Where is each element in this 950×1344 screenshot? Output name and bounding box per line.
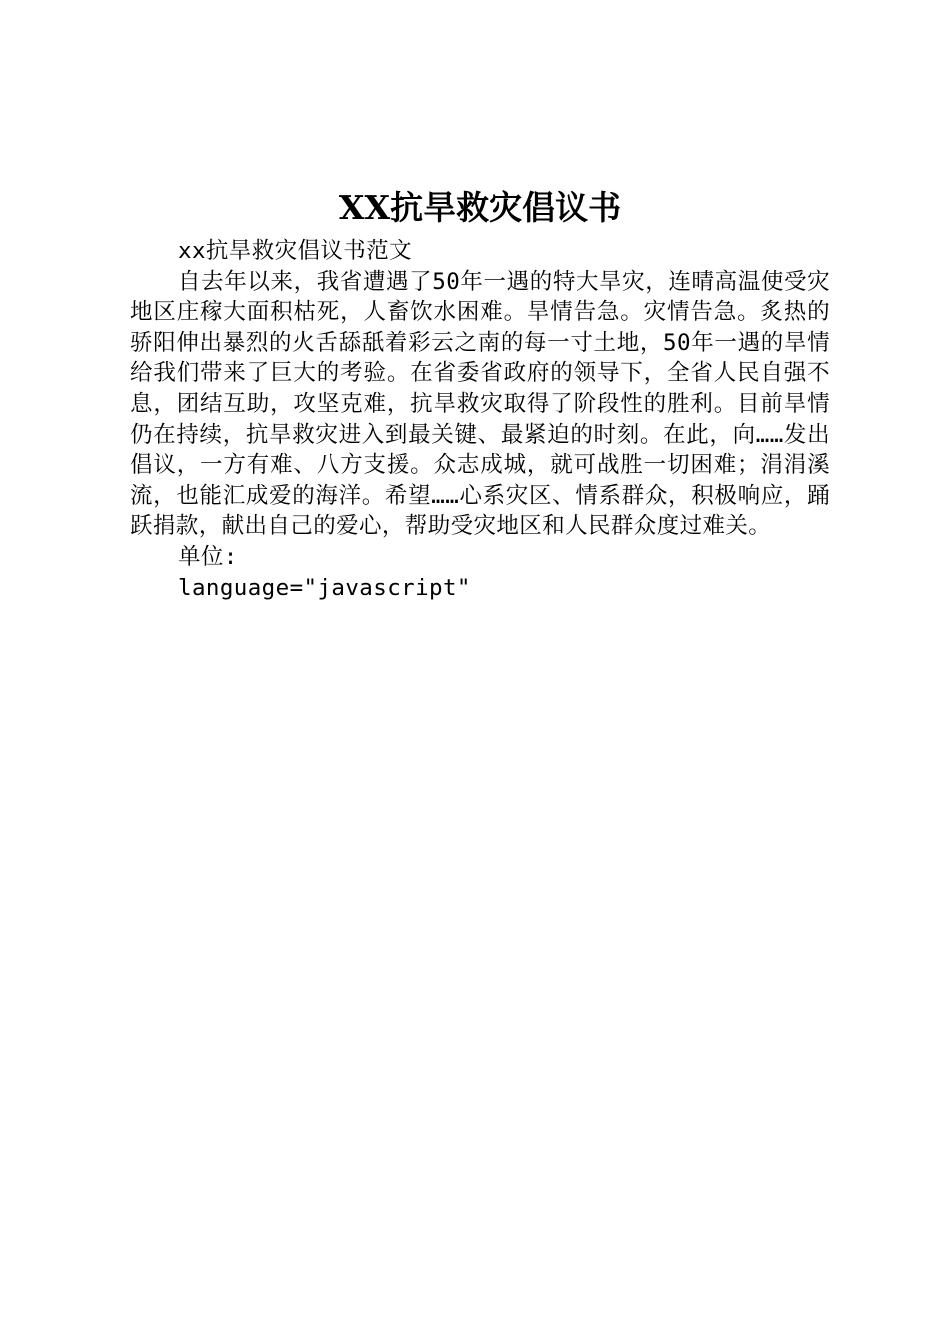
document-subtitle: xx抗旱救灾倡议书范文 xyxy=(178,238,412,264)
signature-label: 单位: xyxy=(178,543,238,570)
document-title: XX抗旱救灾倡议书 xyxy=(338,188,622,227)
document-body xyxy=(130,236,830,603)
main-paragraph: 自去年以来，我省遭遇了50年一遇的特大旱灾，连晴高温使受灾地区庄稼大面积枯死，人畜饮水困难。旱情告急。灾情告急。炙热的骄阳伸出暴烈的火舌舔舐着彩云之南的每一寸土地，50年一遇的旱情给我们带来了巨大的考验。在省委省政府的领导下，全省人民自强不息，团结互助，攻坚克难，抗旱救灾取得了阶段性的胜利。目前旱情仍在持续，抗旱救灾进入到最关键、最紧迫的时刻。在此，向……发出倡议，一方有难、八方支援。众志成城，就可战胜一切困难；涓涓溪流，也能汇成爱的海洋。希望……心系灾区、情系群众，积极响应，踊跃捐款，献出自己的爱心，帮助受灾地区和人民群众度过难关。 xyxy=(130,268,830,540)
trailing-code-text: language="javascript" xyxy=(178,574,471,601)
